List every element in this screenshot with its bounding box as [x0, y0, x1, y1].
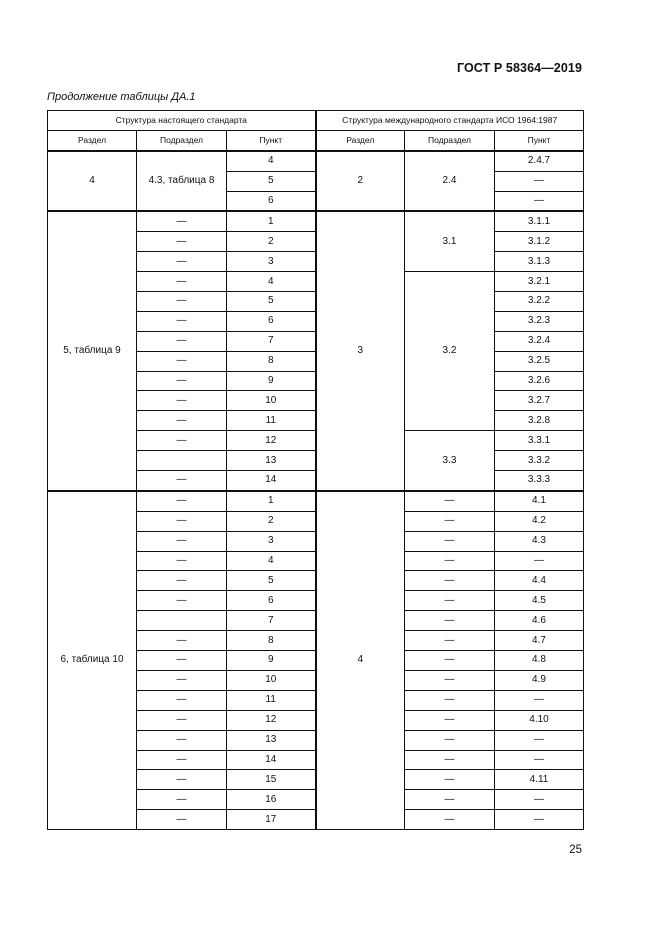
table-cell: 11: [227, 411, 316, 431]
column-header: Подраздел: [405, 130, 495, 150]
table-cell: —: [137, 411, 227, 431]
table-cell: 4.11: [495, 770, 584, 790]
table-caption: Продолжение таблицы ДА.1: [47, 91, 196, 103]
column-header: Пункт: [495, 130, 584, 150]
table-cell: —: [137, 331, 227, 351]
table-cell: —: [495, 191, 584, 211]
column-header: Раздел: [48, 130, 137, 150]
table-cell: —: [137, 651, 227, 671]
table-cell: 4.3: [495, 531, 584, 551]
table-cell: —: [405, 730, 495, 750]
table-cell: —: [405, 591, 495, 611]
table-cell: 1: [227, 491, 316, 511]
table-cell: —: [137, 292, 227, 312]
table-cell: 4: [227, 551, 316, 571]
table-cell: 4.7: [495, 631, 584, 651]
table-cell: —: [137, 252, 227, 272]
table-cell: 14: [227, 750, 316, 770]
table-cell: 5: [227, 171, 316, 191]
table-row: [48, 491, 584, 511]
table-cell: 4.8: [495, 651, 584, 671]
table-cell: —: [137, 690, 227, 710]
table-cell: 3.3: [405, 431, 495, 491]
column-header: Подраздел: [137, 130, 227, 150]
table-cell: —: [495, 171, 584, 191]
table-cell: [137, 451, 227, 471]
column-header: Раздел: [316, 130, 405, 150]
table-cell: 3: [227, 531, 316, 551]
table-cell: 3.2.1: [495, 272, 584, 292]
table-cell: —: [137, 790, 227, 810]
table-cell: 6: [227, 191, 316, 211]
table-cell: 4.6: [495, 611, 584, 631]
table-cell: —: [405, 571, 495, 591]
correspondence-table: [47, 110, 584, 830]
table-cell: 3.2: [405, 272, 495, 431]
table-cell: 3.2.2: [495, 292, 584, 312]
table-cell: —: [137, 491, 227, 511]
table-cell: —: [137, 730, 227, 750]
table-cell: —: [495, 790, 584, 810]
table-cell: 16: [227, 790, 316, 810]
table-row: [48, 211, 584, 231]
table-cell: 3.1.3: [495, 252, 584, 272]
table-cell: —: [137, 631, 227, 651]
table-cell: —: [137, 670, 227, 690]
table-cell: —: [137, 571, 227, 591]
table-cell: —: [405, 810, 495, 830]
group-header-current: Структура настоящего стандарта: [48, 111, 316, 131]
table-cell: 4: [227, 151, 316, 171]
table-cell: —: [137, 232, 227, 252]
page-number: 25: [569, 844, 582, 856]
table-cell: —: [137, 511, 227, 531]
table-cell: —: [137, 311, 227, 331]
table-cell: 3: [316, 211, 405, 490]
table-cell: —: [405, 611, 495, 631]
table-cell: 9: [227, 371, 316, 391]
table-cell: 4: [48, 151, 137, 212]
table-cell: 12: [227, 710, 316, 730]
table-cell: 5: [227, 292, 316, 312]
table-cell: 5: [227, 571, 316, 591]
table-cell: —: [137, 591, 227, 611]
table-cell: 3.3.1: [495, 431, 584, 451]
table-cell: —: [405, 790, 495, 810]
table-cell: 3.1.2: [495, 232, 584, 252]
table-cell: 4: [316, 491, 405, 830]
table-cell: 8: [227, 351, 316, 371]
table-cell: 14: [227, 471, 316, 491]
table-cell: 3.2.8: [495, 411, 584, 431]
table-cell: 7: [227, 331, 316, 351]
table-cell: 12: [227, 431, 316, 451]
table-cell: —: [495, 551, 584, 571]
table-cell: 4.3, таблица 8: [137, 151, 227, 212]
table-cell: 10: [227, 391, 316, 411]
table-cell: 3.3.2: [495, 451, 584, 471]
table-cell: 4.5: [495, 591, 584, 611]
table-cell: —: [405, 670, 495, 690]
table-cell: —: [405, 551, 495, 571]
table-cell: —: [137, 391, 227, 411]
table-cell: —: [137, 710, 227, 730]
table-cell: —: [137, 351, 227, 371]
table-cell: —: [137, 531, 227, 551]
table-cell: 3.2.6: [495, 371, 584, 391]
table-cell: —: [405, 531, 495, 551]
table-cell: 11: [227, 690, 316, 710]
table-cell: 6, таблица 10: [48, 491, 137, 830]
table-row: [48, 151, 584, 171]
table-cell: 13: [227, 730, 316, 750]
table-cell: [137, 611, 227, 631]
table-cell: —: [405, 651, 495, 671]
table-cell: —: [495, 690, 584, 710]
table-cell: —: [495, 730, 584, 750]
table-cell: —: [495, 750, 584, 770]
table-cell: 3.3.3: [495, 471, 584, 491]
table-cell: 9: [227, 651, 316, 671]
table-cell: 4: [227, 272, 316, 292]
table-cell: 13: [227, 451, 316, 471]
table-cell: —: [405, 710, 495, 730]
table-cell: 2: [227, 511, 316, 531]
table-cell: 4.10: [495, 710, 584, 730]
table-cell: 3.2.5: [495, 351, 584, 371]
table-cell: —: [405, 770, 495, 790]
table-cell: 4.1: [495, 491, 584, 511]
table-cell: 3.2.7: [495, 391, 584, 411]
table-cell: 5, таблица 9: [48, 211, 137, 490]
table-cell: 17: [227, 810, 316, 830]
table-cell: —: [137, 272, 227, 292]
table-cell: —: [137, 551, 227, 571]
table-cell: 7: [227, 611, 316, 631]
table-cell: 4.2: [495, 511, 584, 531]
table-cell: 8: [227, 631, 316, 651]
table-cell: —: [405, 631, 495, 651]
table-cell: 6: [227, 311, 316, 331]
table-cell: —: [137, 431, 227, 451]
table-cell: 3.1.1: [495, 211, 584, 231]
table-cell: —: [137, 471, 227, 491]
table-cell: —: [405, 491, 495, 511]
column-header: Пункт: [227, 130, 316, 150]
table-cell: 10: [227, 670, 316, 690]
table-cell: —: [137, 810, 227, 830]
table-cell: 4.4: [495, 571, 584, 591]
table-cell: 3: [227, 252, 316, 272]
group-header-iso: Структура международного стандарта ИСО 1964:1987: [316, 111, 584, 131]
table-cell: —: [405, 690, 495, 710]
table-cell: 2: [316, 151, 405, 212]
table-cell: 2.4.7: [495, 151, 584, 171]
table-cell: —: [137, 770, 227, 790]
table-cell: 3.1: [405, 211, 495, 271]
table-cell: —: [405, 511, 495, 531]
table-cell: 2: [227, 232, 316, 252]
table-cell: —: [495, 810, 584, 830]
table-cell: 6: [227, 591, 316, 611]
table-cell: 2.4: [405, 151, 495, 212]
table-cell: —: [137, 371, 227, 391]
table-cell: 15: [227, 770, 316, 790]
document-code: ГОСТ Р 58364—2019: [456, 61, 582, 75]
table-cell: 4.9: [495, 670, 584, 690]
table-cell: 3.2.3: [495, 311, 584, 331]
table-cell: —: [405, 750, 495, 770]
table-cell: 3.2.4: [495, 331, 584, 351]
table-cell: —: [137, 211, 227, 231]
table-cell: —: [137, 750, 227, 770]
table-cell: 1: [227, 211, 316, 231]
